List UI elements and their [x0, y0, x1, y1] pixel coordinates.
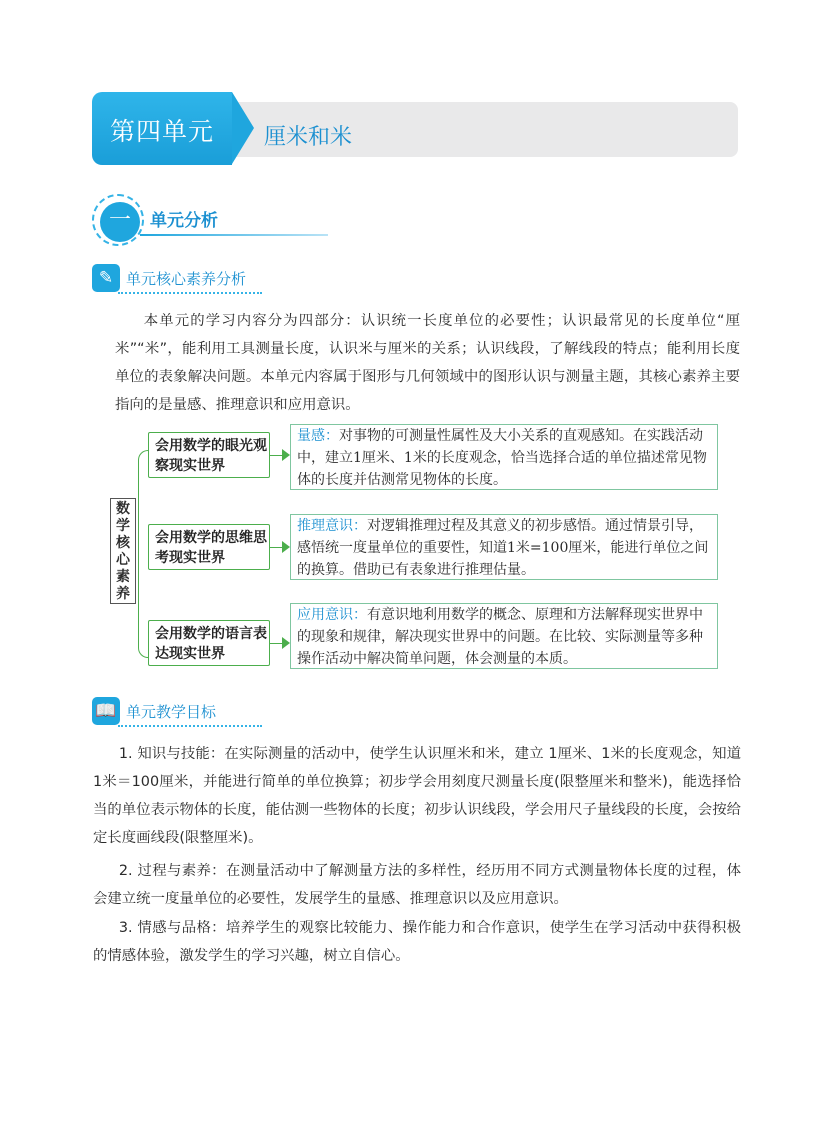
open-book-icon: 📖 [92, 697, 120, 725]
section-title: 单元分析 [150, 211, 218, 231]
subheading-teaching-goals [92, 697, 272, 729]
subheading-label: 单元教学目标 [126, 703, 217, 721]
dotted-underline [118, 292, 262, 294]
diagram-desc-2 [290, 514, 718, 580]
desc-key-3: 应用意识： [297, 607, 367, 623]
unit-number: 第四单元 [110, 117, 215, 146]
analysis-paragraph: 本单元的学习内容分为四部分：认识统一长度单位的必要性；认识最常见的长度单位“厘米”“米”，能利用工具测量长度，认识米与厘米的关系；认识线段，了解线段的特点；能利用长度单位的表象解决问题。本单元内容属于图形与几何领域中的图形认识与测量主题，其核心素养主要指向的是量感、推理意识和应用意识。 [115, 313, 740, 413]
section-number-circle [92, 194, 144, 246]
pen-writing-icon: ✎ [92, 264, 120, 292]
subheading-label: 单元核心素养分析 [126, 270, 247, 288]
arrow-2 [282, 541, 290, 553]
goal-3: 3. 情感与品格：培养学生的观察比较能力、操作能力和合作意识，使学生在学习活动中获得积极的情感体验，激发学生的学习兴趣，树立自信心。 [93, 920, 741, 964]
unit-tag-tip [232, 92, 254, 164]
desc-text-1: 对事物的可测量性属性及大小关系的直观感知。在实践活动中，建立1厘米、1米的长度观念，恰当选择合适的单位描述常见物体的长度并估测常见物体的长度。 [297, 428, 707, 488]
section-heading [92, 194, 262, 250]
unit-banner [92, 92, 738, 165]
diagram-node-2: 会用数学的思维思考现实世界 [148, 524, 270, 570]
desc-text-3: 有意识地利用数学的概念、原理和方法解释现实世界中的现象和规律，解决现实世界中的问题。在比较、实际测量等多种操作活动中解决简单问题，体会测量的本质。 [297, 607, 703, 667]
section-number: 一 [100, 202, 140, 242]
dotted-underline [118, 725, 262, 727]
arrow-1 [282, 449, 290, 461]
diagram-desc-1 [290, 424, 718, 490]
diagram-desc-3 [290, 603, 718, 669]
diagram-node-1: 会用数学的眼光观察现实世界 [148, 432, 270, 478]
diagram-root: 数学核心素养 [110, 498, 136, 604]
diagram-node-3: 会用数学的语言表达现实世界 [148, 620, 270, 666]
desc-text-2: 对逻辑推理过程及其意义的初步感悟。通过情景引导，感悟统一度量单位的重要性，知道1米=100厘米，能进行单位之间的换算。借助已有表象进行推理估量。 [297, 518, 709, 578]
arrow-3 [282, 637, 290, 649]
goal-2: 2. 过程与素养：在测量活动中了解测量方法的多样性，经历用不同方式测量物体长度的过程，体会建立统一度量单位的必要性，发展学生的量感、推理意识以及应用意识。 [93, 863, 741, 907]
unit-title: 厘米和米 [264, 125, 353, 150]
core-literacy-diagram [108, 428, 720, 682]
desc-key-1: 量感： [297, 428, 339, 444]
desc-key-2: 推理意识： [297, 518, 367, 534]
section-underline [140, 234, 328, 236]
goal-1: 1. 知识与技能：在实际测量的活动中，使学生认识厘米和米，建立 1厘米、1米的长度观念，知道 1米＝100厘米，并能进行简单的单位换算；初步学会用刻度尺测量长度(限整厘米和整米)，能选择恰当的单位表示物体的长度，能估测一些物体的长度；初步认识线段，学会用尺子量线段的长度，会按给定长度画线段(限整厘米)。 [93, 746, 741, 846]
subheading-core-literacy [92, 264, 272, 296]
